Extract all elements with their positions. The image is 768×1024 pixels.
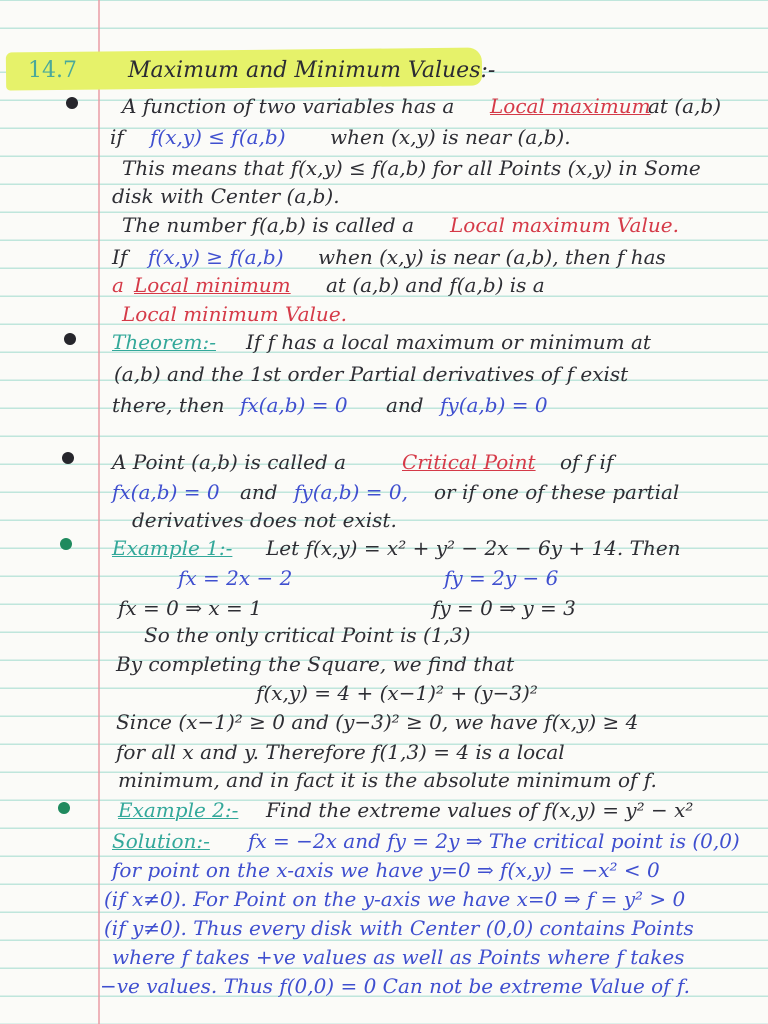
example1-fx: fx = 2x − 2 bbox=[178, 566, 293, 590]
example1-forall: for all x and y. Therefore f(1,3) = 4 is a local bbox=[116, 740, 565, 764]
definition-line: The number f(a,b) is called a bbox=[122, 213, 415, 237]
definition-line: A function of two variables has a bbox=[122, 94, 455, 118]
example1-completing: By completing the Square, we find that bbox=[116, 652, 515, 676]
theorem-line: (a,b) and the 1st order Partial derivatives of f exist bbox=[114, 362, 629, 386]
solution-line: where f takes +ve values as well as Points where f takes bbox=[112, 945, 685, 969]
theorem-line: If f has a local maximum or minimum at bbox=[246, 330, 651, 354]
critical-line: of f if bbox=[560, 450, 614, 474]
solution-line: (if x≠0). For Point on the y-axis we have x=0 ⇒ f = y² > 0 bbox=[104, 887, 686, 911]
example1-label: Example 1:- bbox=[112, 536, 233, 560]
definition-line: If bbox=[112, 245, 128, 269]
definition-line: at (a,b) and f(a,b) is a bbox=[326, 273, 545, 297]
example1-fy-zero: fy = 0 ⇒ y = 3 bbox=[432, 596, 576, 620]
example1-minimum: minimum, and in fact it is the absolute minimum of f. bbox=[118, 768, 657, 792]
example1-fx-zero: fx = 0 ⇒ x = 1 bbox=[118, 596, 262, 620]
example1-formula: f(x,y) = 4 + (x−1)² + (y−3)² bbox=[256, 681, 538, 705]
theorem-label: Theorem:- bbox=[112, 330, 216, 354]
definition-line: a bbox=[112, 273, 124, 297]
partial-x-zero: fx(a,b) = 0 bbox=[112, 480, 220, 504]
solution-line: −ve values. Thus f(0,0) = 0 Can not be extreme Value of f. bbox=[100, 974, 690, 998]
definition-line: if bbox=[110, 125, 124, 149]
critical-line: and bbox=[240, 480, 278, 504]
critical-line: A Point (a,b) is called a bbox=[112, 450, 347, 474]
theorem-line: and bbox=[386, 393, 424, 417]
solution-line: fx = −2x and fy = 2y ⇒ The critical point is (0,0) bbox=[248, 829, 740, 853]
theorem-line: there, then bbox=[112, 393, 225, 417]
inequality-min: f(x,y) ≥ f(a,b) bbox=[148, 245, 284, 269]
example2-statement: Find the extreme values of f(x,y) = y² − x² bbox=[266, 798, 694, 822]
section-title: Maximum and Minimum Values:- bbox=[128, 58, 496, 83]
partial-x-zero: fx(a,b) = 0 bbox=[240, 393, 348, 417]
partial-y-zero: fy(a,b) = 0 bbox=[440, 393, 548, 417]
critical-line: derivatives does not exist. bbox=[132, 508, 397, 532]
bullet-dot bbox=[60, 538, 72, 550]
bullet-dot bbox=[58, 802, 70, 814]
term-local-minimum: Local minimum bbox=[134, 273, 291, 297]
solution-line: (if y≠0). Thus every disk with Center (0,0) contains Points bbox=[104, 916, 694, 940]
term-local-maximum-value: Local maximum Value. bbox=[450, 213, 679, 237]
definition-line: when (x,y) is near (a,b). bbox=[330, 125, 571, 149]
definition-line: This means that f(x,y) ≤ f(a,b) for all Points (x,y) in Some bbox=[122, 156, 701, 180]
term-local-maximum: Local maximum bbox=[490, 94, 651, 118]
definition-line: when (x,y) is near (a,b), then f has bbox=[318, 245, 666, 269]
example2-label: Example 2:- bbox=[118, 798, 239, 822]
solution-line: for point on the x-axis we have y=0 ⇒ f(x,y) = −x² < 0 bbox=[112, 858, 660, 882]
solution-label: Solution:- bbox=[112, 829, 210, 853]
example1-statement: Let f(x,y) = x² + y² − 2x − 6y + 14. Then bbox=[266, 536, 681, 560]
term-critical-point: Critical Point bbox=[402, 450, 536, 474]
partial-y-zero: fy(a,b) = 0, bbox=[294, 480, 408, 504]
example1-fy: fy = 2y − 6 bbox=[444, 566, 559, 590]
bullet-dot bbox=[64, 333, 76, 345]
term-local-minimum-value: Local minimum Value. bbox=[122, 302, 348, 326]
margin-line bbox=[98, 0, 100, 1024]
inequality-max: f(x,y) ≤ f(a,b) bbox=[150, 125, 286, 149]
section-number: 14.7 bbox=[28, 58, 77, 83]
bullet-dot bbox=[66, 97, 78, 109]
critical-line: or if one of these partial bbox=[434, 480, 680, 504]
bullet-dot bbox=[62, 452, 74, 464]
example1-since: Since (x−1)² ≥ 0 and (y−3)² ≥ 0, we have f(x,y) ≥ 4 bbox=[116, 710, 639, 734]
definition-line: disk with Center (a,b). bbox=[112, 184, 340, 208]
definition-line: at (a,b) bbox=[648, 94, 722, 118]
example1-critical: So the only critical Point is (1,3) bbox=[144, 623, 471, 647]
